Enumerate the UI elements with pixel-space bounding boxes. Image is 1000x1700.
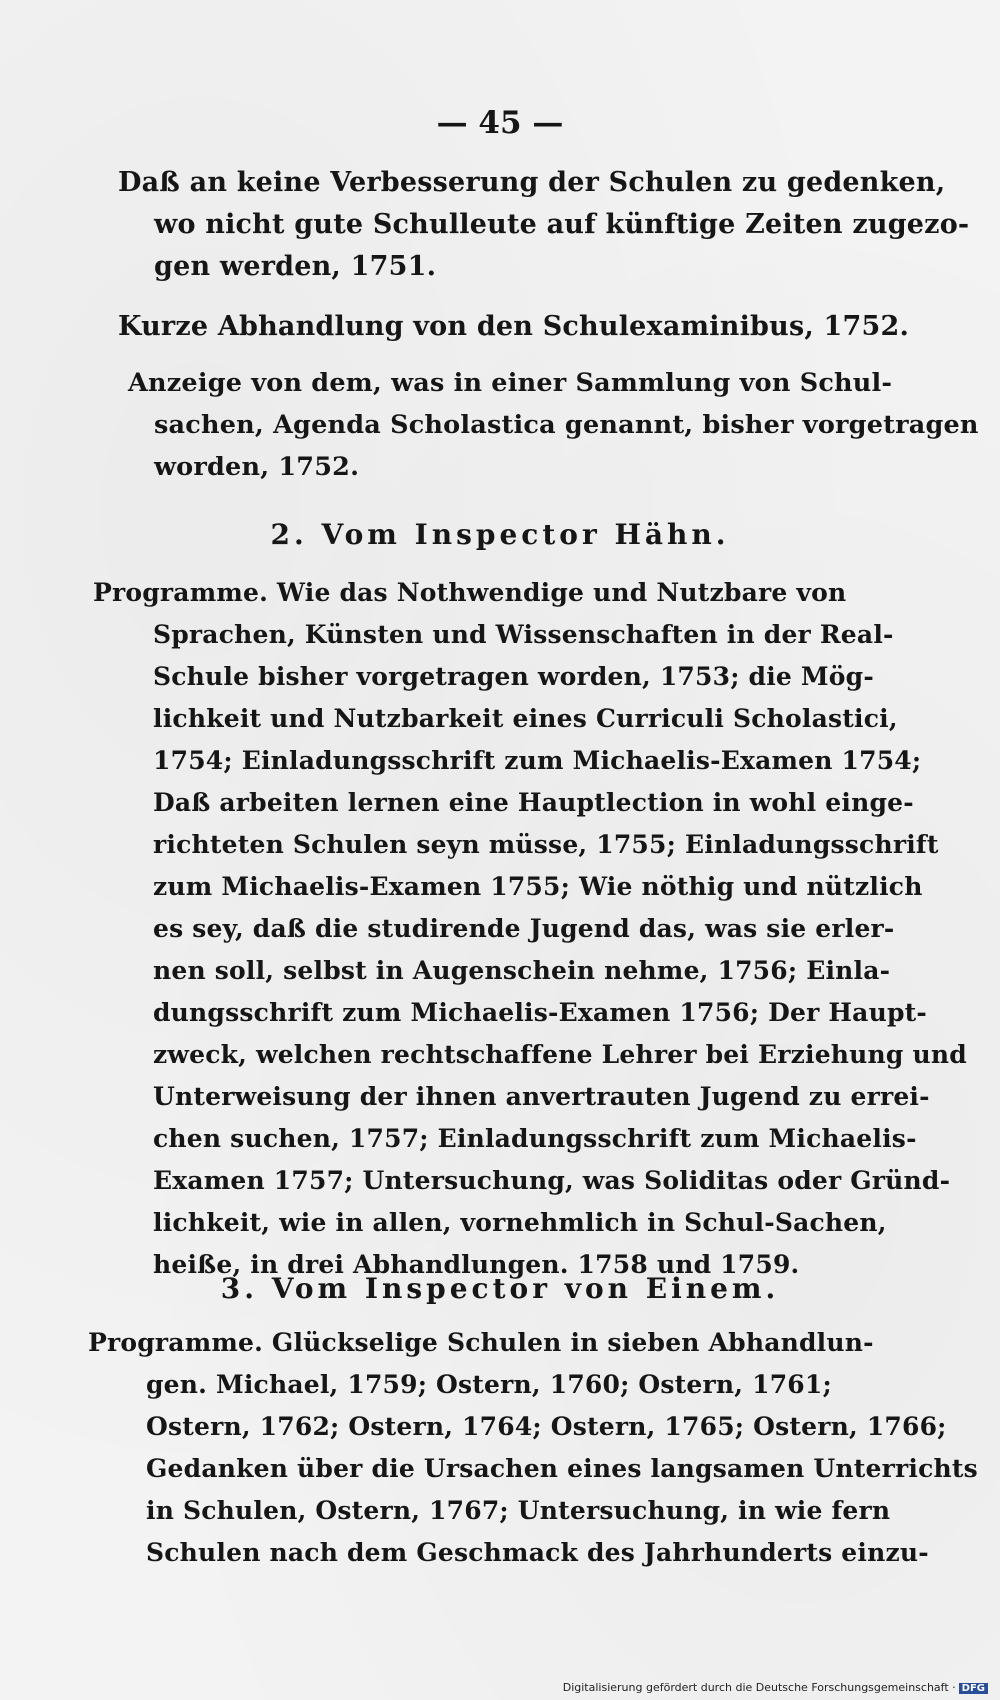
entry-line: wo nicht gute Schulleute auf künftige Zeiten zugezo- [154, 209, 970, 240]
entry-line: zum Michaelis-Examen 1755; Wie nöthig und nützlich [153, 872, 923, 901]
entry-line: sachen, Agenda Scholastica genannt, bisher vorgetragen [154, 410, 979, 440]
entry-line: zweck, welchen rechtschaffene Lehrer bei Erziehung und [153, 1040, 967, 1069]
entry-line: heiße, in drei Abhandlungen. 1758 und 1759. [153, 1250, 800, 1279]
digitization-credit [563, 1681, 988, 1694]
entry-line: worden, 1752. [154, 452, 360, 482]
entry-line: Daß an keine Verbesserung der Schulen zu gedenken, [118, 167, 946, 198]
section-heading: 2. Vom Inspector Hähn. [270, 518, 730, 551]
entry-line: Kurze Abhandlung von den Schulexaminibus, 1752. [118, 311, 910, 342]
page-number: — 45 — [436, 105, 564, 141]
dfg-logo: DFG [959, 1683, 988, 1694]
entry-line: richteten Schulen seyn müsse, 1755; Einladungsschrift [153, 830, 939, 859]
entry-line: Programme. Glückselige Schulen in sieben Abhandlun- [88, 1328, 874, 1357]
entry-line: Unterweisung der ihnen anvertrauten Jugend zu errei- [153, 1082, 930, 1111]
bibliography-entry [118, 162, 969, 288]
entry-line: Sprachen, Künsten und Wissenschaften in der Real- [153, 620, 894, 649]
entry-line: lichkeit und Nutzbarkeit eines Curriculi Scholastici, [153, 704, 898, 733]
entry-line: Programme. Wie das Nothwendige und Nutzbare von [93, 578, 847, 607]
entry-line: Daß arbeiten lernen eine Hauptlection in wohl einge- [153, 788, 914, 817]
entry-line: nen soll, selbst in Augenschein nehme, 1756; Einla- [153, 956, 891, 985]
entry-line: dungsschrift zum Michaelis-Examen 1756; Der Haupt- [153, 998, 927, 1027]
entry-line: 1754; Einladungsschrift zum Michaelis-Examen 1754; [153, 746, 922, 775]
bibliography-entry [118, 306, 909, 348]
entry-line: Examen 1757; Untersuchung, was Soliditas oder Gründ- [153, 1166, 951, 1195]
entry-line: gen werden, 1751. [154, 251, 437, 282]
section-body [93, 572, 967, 1286]
entry-line: gen. Michael, 1759; Ostern, 1760; Ostern, 1761; [146, 1370, 832, 1399]
entry-line: chen suchen, 1757; Einladungsschrift zum Michaelis- [153, 1124, 917, 1153]
credit-text: Digitalisierung gefördert durch die Deutsche Forschungsgemeinschaft · [562, 1681, 956, 1694]
bibliography-entry [128, 362, 979, 488]
section-heading: 3. Vom Inspector von Einem. [220, 1272, 780, 1305]
entry-line: Gedanken über die Ursachen eines langsamen Unterrichts [146, 1454, 978, 1483]
entry-line: Schule bisher vorgetragen worden, 1753; die Mög- [153, 662, 874, 691]
entry-line: Anzeige von dem, was in einer Sammlung von Schul- [128, 368, 893, 398]
entry-line: Schulen nach dem Geschmack des Jahrhunderts einzu- [146, 1538, 929, 1567]
entry-line: Ostern, 1762; Ostern, 1764; Ostern, 1765; Ostern, 1766; [146, 1412, 947, 1441]
entry-line: in Schulen, Ostern, 1767; Untersuchung, in wie fern [146, 1496, 891, 1525]
entry-line: lichkeit, wie in allen, vornehmlich in Schul-Sachen, [153, 1208, 887, 1237]
entry-line: es sey, daß die studirende Jugend das, was sie erler- [153, 914, 895, 943]
section-body [88, 1322, 978, 1574]
